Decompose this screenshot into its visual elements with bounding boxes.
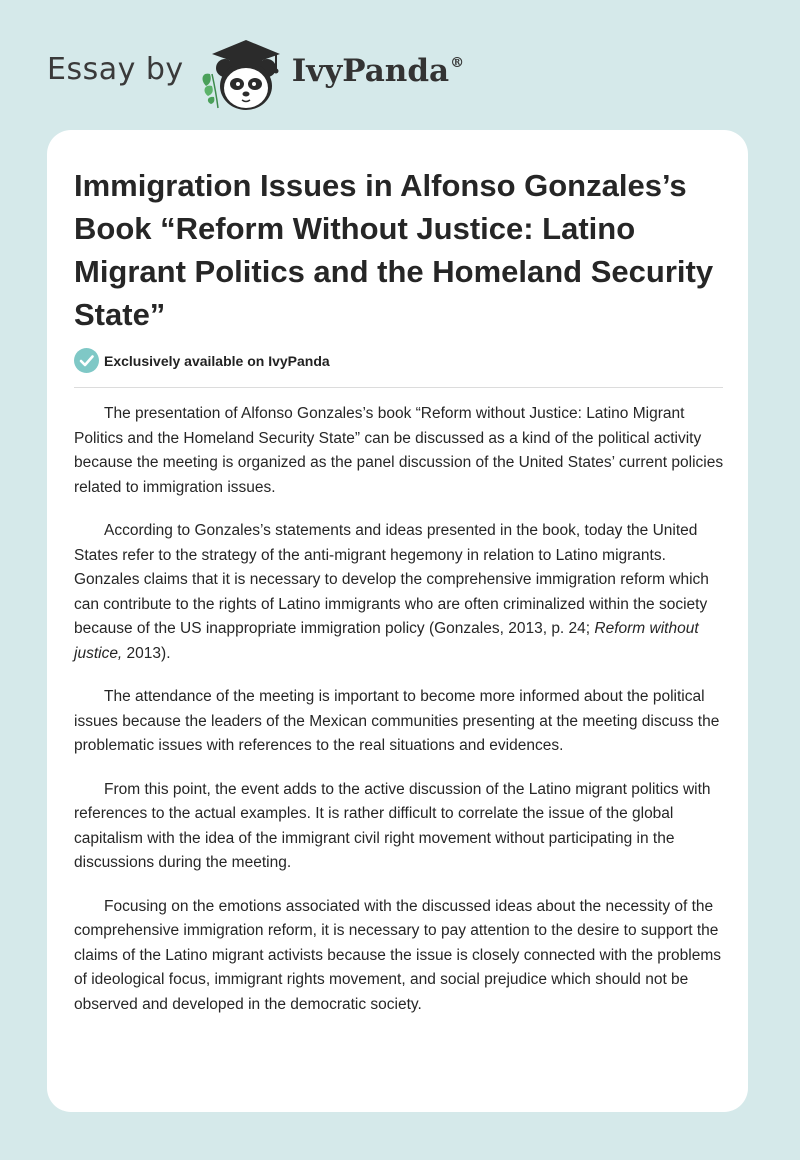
paragraph: The presentation of Alfonso Gonzales’s book “Reform without Justice: Latino Migrant Politics and the Homeland Security State” can be discussed as a kind of the political activity because the meeting is organized as the panel discussion of the United States’ current policies related to immigration issues. xyxy=(74,405,724,496)
essay-title: Immigration Issues in Alfonso Gonzales’s Book “Reform Without Justice: Latino Migrant Politics and the Homeland Security State” xyxy=(74,168,714,332)
paragraph: According to Gonzales’s statements and ideas presented in the book, today the United States refer to the strategy of the anti-migrant hegemony in relation to Latino migrants. Gonzales claims that it is necessary to develop the comprehensive immigration reform which can contribute to the rights of Latino immigrants who are often criminalized within the society because of the US inappropriate immigration policy (Gonzales, 2013, p. 24; Reform without justice, 2013). xyxy=(74,522,709,662)
check-circle-icon xyxy=(74,348,99,373)
paragraph: The attendance of the meeting is important to become more informed about the political issues because the leaders of the Mexican communities presenting at the meeting discuss the problematic issues with references to the real situations and evidences. xyxy=(74,688,720,754)
exclusive-badge xyxy=(74,348,330,373)
italic-citation: Reform without justice, xyxy=(74,620,699,662)
essay-body xyxy=(74,402,724,1036)
exclusive-badge-text: Exclusively available on IvyPanda xyxy=(104,352,330,369)
divider xyxy=(74,387,723,388)
paragraph: Focusing on the emotions associated with the discussed ideas about the necessity of the comprehensive immigration reform, it is necessary to pay attention to the desire to support the claims of the Latino migrant activists because the issue is closely connected with the problems of ideological focus, immigrant rights movement, and social prejudice which should not be observed and developed in the democratic society. xyxy=(74,897,722,1013)
registered-mark: ® xyxy=(450,55,465,71)
site-header xyxy=(47,34,464,114)
panda-graduate-icon[interactable] xyxy=(198,34,286,114)
brand-name[interactable]: IvyPanda® xyxy=(291,53,465,89)
paragraph: From this point, the event adds to the active discussion of the Latino migrant politics with references to the actual examples. It is rather difficult to correlate the issue of the global capitalism with the idea of the immigrant civil right movement without participating in the discussions during the meeting. xyxy=(74,780,711,871)
essay-by-label: Essay by xyxy=(47,51,184,87)
essay-card xyxy=(47,130,748,1112)
